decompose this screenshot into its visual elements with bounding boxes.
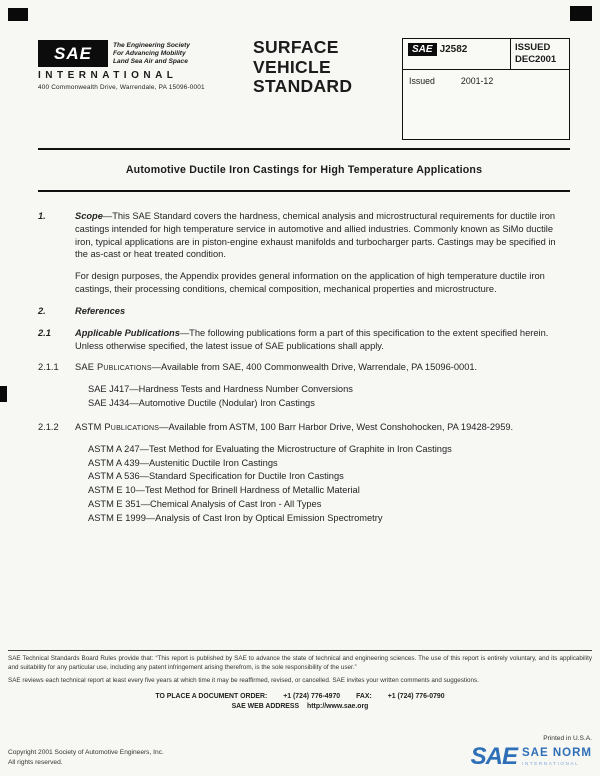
section-body-text: —Available from ASTM, 100 Barr Harbor Drive, West Conshohocken, PA 19428-2959. — [159, 421, 514, 432]
reference-item: SAE J434—Automotive Ductile (Nodular) Iron Castings — [88, 398, 315, 409]
sae-norm-subtext: INTERNATIONAL — [522, 761, 580, 767]
designation-cell — [403, 39, 511, 69]
section-number: 2.1.1 — [38, 362, 59, 373]
section-number: 2.1.2 — [38, 421, 59, 432]
document-type-title — [253, 38, 402, 97]
section-body-text: —Available from SAE, 400 Commonwealth Drive, Warrendale, PA 15096-0001. — [151, 362, 478, 373]
scan-mark-left-edge — [0, 386, 7, 402]
doc-type-line-3: STANDARD — [253, 76, 353, 97]
section-2-1-1-sae-publications — [38, 361, 570, 374]
reference-item: SAE J417—Hardness Tests and Hardness Number Conversions — [88, 384, 353, 395]
doc-type-line-1: SURFACE — [253, 37, 339, 57]
sae-norm-name: SAE NORM — [522, 746, 592, 759]
reference-item: ASTM E 351—Chemical Analysis of Cast Iron - All Types — [88, 499, 322, 510]
reference-item: ASTM A 439—Austenitic Ductile Iron Castings — [88, 457, 278, 468]
printed-in-usa: Printed in U.S.A. — [543, 735, 592, 743]
designation-number: J2582 — [439, 44, 468, 55]
web-line — [8, 703, 592, 710]
section-lead: SAE Publications — [75, 362, 152, 373]
order-phone: +1 (724) 776-4970 — [283, 692, 341, 700]
astm-reference-list — [88, 443, 570, 525]
web-address-label: SAE WEB ADDRESS — [231, 702, 300, 710]
sae-logo: SAE — [38, 40, 108, 67]
designation-box — [402, 38, 570, 140]
publisher-international: INTERNATIONAL — [38, 70, 178, 81]
tagline-line-1: The Engineering Society — [113, 42, 190, 49]
web-address-url[interactable]: http://www.sae.org — [307, 702, 369, 710]
section-2-1-2-astm-publications — [38, 421, 570, 434]
copyright-block — [8, 748, 164, 768]
section-text — [75, 210, 570, 261]
issued-date: DEC2001 — [515, 53, 557, 65]
revision-history-row — [403, 70, 569, 139]
section-number: 2. — [38, 305, 46, 316]
section-lead: Applicable Publications — [75, 327, 180, 338]
reference-item: ASTM A 247—Test Method for Evaluating the Microstructure of Graphite in Iron Castings — [88, 443, 452, 454]
section-2-1-applicable-publications — [38, 327, 570, 353]
sae-norm-brand: SAE — [470, 743, 518, 771]
order-line — [8, 693, 592, 700]
section-text — [75, 327, 570, 353]
section-lead: References — [75, 305, 126, 316]
section-number: 1. — [38, 211, 46, 221]
document-type-block — [243, 38, 402, 140]
publisher-address: 400 Commonwealth Drive, Warrendale, PA 15096-0001 — [38, 84, 205, 91]
tagline-line-2: For Advancing Mobility — [113, 50, 186, 58]
document-title: Automotive Ductile Iron Castings for High Temperature Applications — [125, 164, 483, 176]
section-2-references — [38, 305, 570, 318]
designation-brand: SAE — [408, 43, 437, 56]
title-band — [38, 148, 570, 192]
reference-item: ASTM E 1999—Analysis of Cast Iron by Optical Emission Spectrometry — [88, 512, 383, 523]
reference-item: ASTM A 536—Standard Specification for Ductile Iron Castings — [88, 471, 344, 482]
order-label: TO PLACE A DOCUMENT ORDER: — [155, 692, 268, 700]
history-value: 2001-12 — [460, 75, 494, 86]
section-lead: Scope — [75, 211, 103, 221]
section-text — [75, 305, 570, 318]
reference-item: ASTM E 10—Test Method for Brinell Hardness of Metallic Material — [88, 485, 360, 496]
section-1-scope — [38, 210, 570, 261]
scan-mark-top-left — [8, 8, 28, 21]
sae-reference-list — [88, 383, 570, 410]
publisher-tagline — [113, 40, 190, 67]
history-label: Issued — [409, 75, 435, 86]
doc-type-line-2: VEHICLE — [253, 56, 331, 77]
section-body-text: —This SAE Standard covers the hardness, chemical analysis and microstructural requirements for ductile iron castings intended for high temperature service in automotive and allied industries. Commonly known as SiMo ductile iron, typical applications are in piston-engine exhaust manifolds and turbocharger parts. Castings may be specified in the as-cast or heat treated condition. — [75, 211, 556, 260]
section-text — [75, 361, 570, 374]
section-lead: ASTM Publications — [75, 421, 160, 432]
fax-label: FAX: — [356, 692, 372, 700]
document-footer — [8, 650, 592, 776]
publisher-block — [38, 38, 243, 140]
scan-mark-top-right — [570, 6, 592, 21]
issued-label: ISSUED — [515, 42, 551, 53]
copyright-line-1: Copyright 2001 Society of Automotive Engineers, Inc. — [8, 749, 164, 757]
section-number: 2.1 — [38, 327, 51, 338]
footer-legal-paragraph-1: SAE Technical Standards Board Rules provide that: “This report is published by SAE to advance the state of technical and engineering sciences. The use of this report is entirely voluntary, and its applicability and suitability for any particular use, including any patent infringement arising therefrom, is the sole responsibility of the user.” — [8, 655, 592, 671]
footer-legal-paragraph-2: SAE reviews each technical report at least every five years at which time it may be reaffirmed, revised, or cancelled. SAE invites your written comments and suggestions. — [8, 677, 479, 684]
tagline-line-3: Land Sea Air and Space — [113, 58, 188, 66]
section-1-paragraph-2: For design purposes, the Appendix provides general information on the application of high temperature ductile iron castings, their processing conditions, chemical composition, mechanical properties and microstructure. — [75, 271, 545, 295]
copyright-line-2: All rights reserved. — [8, 759, 63, 767]
footer-bottom-row — [8, 735, 592, 771]
sae-norm-logo — [470, 743, 592, 771]
issued-cell — [511, 39, 569, 69]
fax-number: +1 (724) 776-0790 — [387, 692, 445, 700]
document-body — [38, 210, 570, 536]
section-body-text: —The following publications form a part of this specification to the extent specified herein. Unless otherwise specified, the latest issue of SAE publications shall apply. — [75, 327, 549, 351]
document-header — [38, 38, 570, 140]
section-text — [75, 421, 570, 434]
